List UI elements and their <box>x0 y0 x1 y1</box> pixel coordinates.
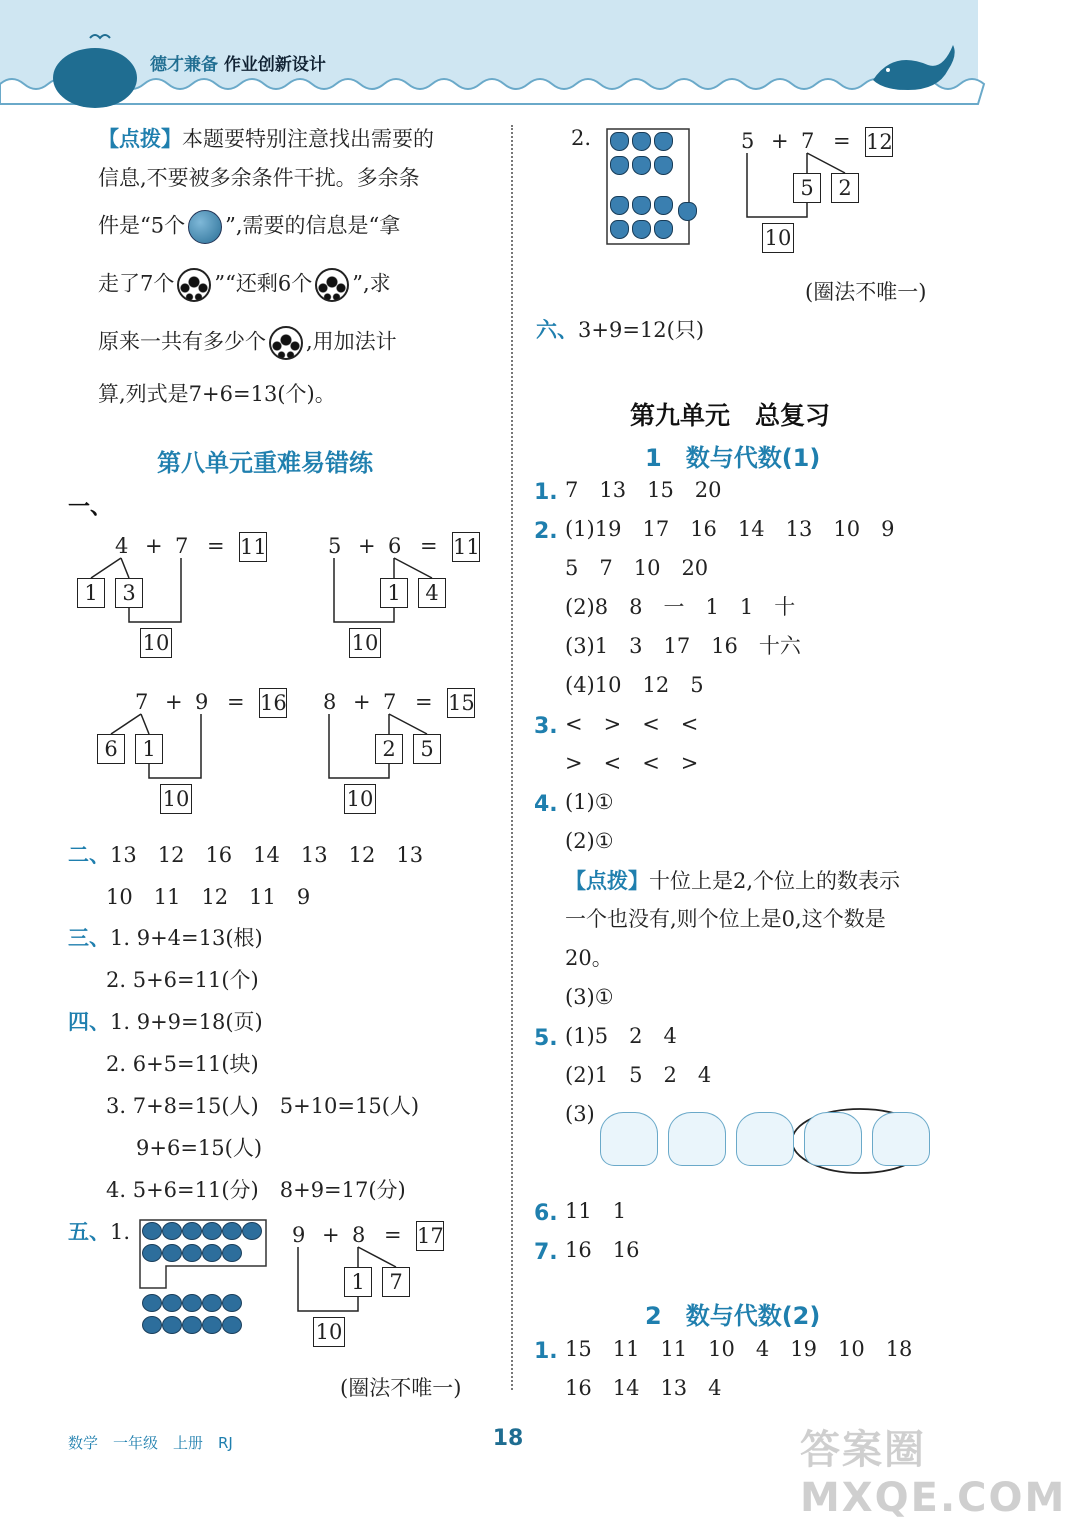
bag-icon <box>804 1112 862 1166</box>
apple-icon <box>162 1294 182 1312</box>
part4-row3: 3. 7+8=15(人) 5+10=15(人) <box>106 1094 420 1118</box>
ten-box: 10 <box>762 223 794 253</box>
brand-title: 德才兼备 作业创新设计 <box>150 55 326 75</box>
bag-icon <box>736 1112 794 1166</box>
equation-a: 9 <box>292 1223 306 1247</box>
result-box: 16 <box>259 688 287 718</box>
equation-eq: = <box>420 534 438 558</box>
cabbage-icon <box>654 220 673 239</box>
ten-box: 10 <box>349 628 381 658</box>
equation-a: 8 <box>323 690 337 714</box>
equation-b: 8 <box>352 1223 366 1247</box>
page-number: 18 <box>492 1426 524 1451</box>
equation-eq: = <box>207 534 225 558</box>
cabbage-icon <box>678 202 697 221</box>
part4-row5: 4. 5+6=11(分) 8+9=17(分) <box>106 1178 406 1202</box>
tip-line-1: 【点拨】本题要特别注意找出需要的 <box>98 126 434 151</box>
apple-icon <box>182 1222 202 1240</box>
tip-line-4: 走了7个 ”“还剩6个 ”,求 <box>98 268 391 302</box>
part4-row1: 四、1. 9+9=18(页) <box>68 1010 263 1034</box>
note-left: (圈法不唯一) <box>340 1376 462 1400</box>
part4-row2: 2. 6+5=11(块) <box>106 1052 259 1076</box>
apple-icon <box>222 1222 242 1240</box>
equation-op: + <box>353 690 371 714</box>
item-line: 5 7 10 20 <box>565 556 709 580</box>
unit9-title: 第九单元 总复习 <box>630 401 831 430</box>
split-box: 5 <box>413 734 441 764</box>
tip-line-5: 原来一共有多少个 ,用加法计 <box>98 326 397 360</box>
cabbage-icon <box>632 156 651 175</box>
split-box: 5 <box>793 173 821 203</box>
ten-box: 10 <box>344 784 376 814</box>
split-box: 6 <box>97 734 125 764</box>
apple-icon <box>202 1294 222 1312</box>
page-header <box>0 0 978 100</box>
apple-icon <box>242 1222 262 1240</box>
item-line: (3)① <box>565 985 614 1009</box>
item-line: 16 16 <box>565 1238 640 1262</box>
item-line: (1)19 17 16 14 13 10 9 <box>565 517 895 541</box>
cabbage-icon <box>610 196 629 215</box>
item-line: (2)1 5 2 4 <box>565 1063 712 1087</box>
soccer-ball-icon <box>269 326 303 360</box>
item-number: 7. <box>534 1240 558 1265</box>
item-line: 15 11 11 10 4 19 10 18 <box>565 1337 913 1361</box>
part1-label: 一、 <box>68 495 113 520</box>
part4-row4: 9+6=15(人) <box>136 1136 263 1160</box>
footer-info: 数学 一年级 上册 RJ <box>68 1434 233 1452</box>
subsection-1-title: 1 数与代数(1) <box>645 444 821 472</box>
apple-icon <box>222 1316 242 1334</box>
item-line: (4)10 12 5 <box>565 673 704 697</box>
item-line: (2)① <box>565 829 614 853</box>
tip-line-6: 算,列式是7+6=13(个)。 <box>98 382 336 406</box>
equation-eq: = <box>227 690 245 714</box>
item-number: 1. <box>534 480 558 505</box>
equation-a: 7 <box>135 690 149 714</box>
result-box: 11 <box>239 532 267 562</box>
bag-icon <box>872 1112 930 1166</box>
apple-icon <box>202 1244 222 1262</box>
whale-icon-right <box>868 30 968 90</box>
cabbage-icon <box>654 196 673 215</box>
apple-icon <box>162 1244 182 1262</box>
tip-line: 20。 <box>565 946 613 970</box>
equation-b: 6 <box>388 534 402 558</box>
apple-icon <box>142 1294 162 1312</box>
item-number: 6. <box>534 1201 558 1226</box>
tip-line-3: 件是“5个 ”,需要的信息是“拿 <box>98 210 400 244</box>
split-box: 2 <box>375 734 403 764</box>
item-number: 1. <box>534 1339 558 1364</box>
equation-eq: = <box>833 129 851 153</box>
apple-icon <box>142 1244 162 1262</box>
apple-icon <box>202 1222 222 1240</box>
equation-b: 7 <box>801 129 815 153</box>
cabbage-icon <box>632 196 651 215</box>
ten-box: 10 <box>160 784 192 814</box>
equation-b: 7 <box>383 690 397 714</box>
item-number: 5. <box>534 1026 558 1051</box>
tip-text: 十位上是2,个位上的数表示 <box>649 869 901 893</box>
cabbage-icon <box>632 220 651 239</box>
equation-b: 7 <box>175 534 189 558</box>
item-number: 4. <box>534 792 558 817</box>
tip-line-2: 信息,不要被多余条件干扰。多余条 <box>98 166 420 190</box>
item-line: 11 1 <box>565 1199 627 1223</box>
tip-label: 【点拨】 <box>565 868 649 893</box>
part2-row1: 二、13 12 16 14 13 12 13 <box>68 843 424 867</box>
apple-icon <box>222 1244 242 1262</box>
item-line: 7 13 15 20 <box>565 478 722 502</box>
q2-num: 2. <box>571 126 592 150</box>
ten-box: 10 <box>140 628 172 658</box>
result-box: 17 <box>416 1221 444 1251</box>
split-box: 7 <box>382 1267 410 1297</box>
cabbage-icon <box>610 220 629 239</box>
item-line: (3)1 3 17 16 十六 <box>565 634 801 658</box>
item-line: (3) <box>565 1102 595 1126</box>
item-line: (1)① <box>565 790 614 814</box>
tip-line: 一个也没有,则个位上是0,这个数是 <box>565 907 886 931</box>
ten-box: 10 <box>313 1317 345 1347</box>
apple-icon <box>162 1222 182 1240</box>
item-line: > < < > <box>565 751 699 775</box>
apple-icon <box>142 1316 162 1334</box>
equation-eq: = <box>384 1223 402 1247</box>
split-box: 1 <box>77 578 105 608</box>
split-box: 2 <box>831 173 859 203</box>
split-box: 4 <box>418 578 446 608</box>
subsection-2-title: 2 数与代数(2) <box>645 1302 821 1330</box>
equation-op: + <box>358 534 376 558</box>
whale-icon <box>50 30 150 90</box>
cabbage-icon <box>654 156 673 175</box>
result-box: 15 <box>447 688 475 718</box>
item-line: 16 14 13 4 <box>565 1376 722 1400</box>
apple-icon <box>182 1294 202 1312</box>
equation-op: + <box>322 1223 340 1247</box>
bag-icon <box>600 1112 658 1166</box>
six-row: 六、3+9=12(只) <box>536 318 705 342</box>
item-number: 2. <box>534 519 558 544</box>
apple-icon <box>222 1294 242 1312</box>
part3-row2: 2. 5+6=11(个) <box>106 968 259 992</box>
result-box: 12 <box>865 127 893 157</box>
part3-row1: 三、1. 9+4=13(根) <box>68 926 263 950</box>
soccer-ball-icon <box>315 268 349 302</box>
part5-label: 五、1. <box>68 1220 131 1244</box>
equation-eq: = <box>415 690 433 714</box>
result-box: 11 <box>452 532 480 562</box>
apple-icon <box>202 1316 222 1334</box>
item-line: < > < < <box>565 712 699 736</box>
part2-row2: 10 11 12 11 9 <box>106 885 311 909</box>
watermark: 答案圈 MXQE.COM <box>800 1427 1066 1521</box>
apple-icon <box>182 1316 202 1334</box>
equation-a: 5 <box>328 534 342 558</box>
equation-op: + <box>165 690 183 714</box>
note-right: (圈法不唯一) <box>805 280 927 304</box>
split-box: 1 <box>344 1267 372 1297</box>
split-box: 1 <box>380 578 408 608</box>
split-box: 1 <box>135 734 163 764</box>
basketball-icon <box>188 210 222 244</box>
soccer-ball-icon <box>177 268 211 302</box>
apple-icon <box>182 1244 202 1262</box>
equation-op: + <box>145 534 163 558</box>
cabbage-icon <box>610 132 629 151</box>
apple-icon <box>142 1222 162 1240</box>
equation-b: 9 <box>195 690 209 714</box>
item-line: (1)5 2 4 <box>565 1024 677 1048</box>
cabbage-icon <box>632 132 651 151</box>
column-divider <box>511 125 513 1390</box>
equation-a: 5 <box>741 129 755 153</box>
item-number: 3. <box>534 714 558 739</box>
equation-a: 4 <box>115 534 129 558</box>
cabbage-icon <box>610 156 629 175</box>
item-line: (2)8 8 一 1 1 十 <box>565 595 796 619</box>
apple-icon <box>162 1316 182 1334</box>
split-box: 3 <box>115 578 143 608</box>
unit8-title: 第八单元重难易错练 <box>157 449 373 477</box>
cabbage-icon <box>654 132 673 151</box>
bag-icon <box>668 1112 726 1166</box>
equation-op: + <box>771 129 789 153</box>
tip-line <box>565 870 900 892</box>
